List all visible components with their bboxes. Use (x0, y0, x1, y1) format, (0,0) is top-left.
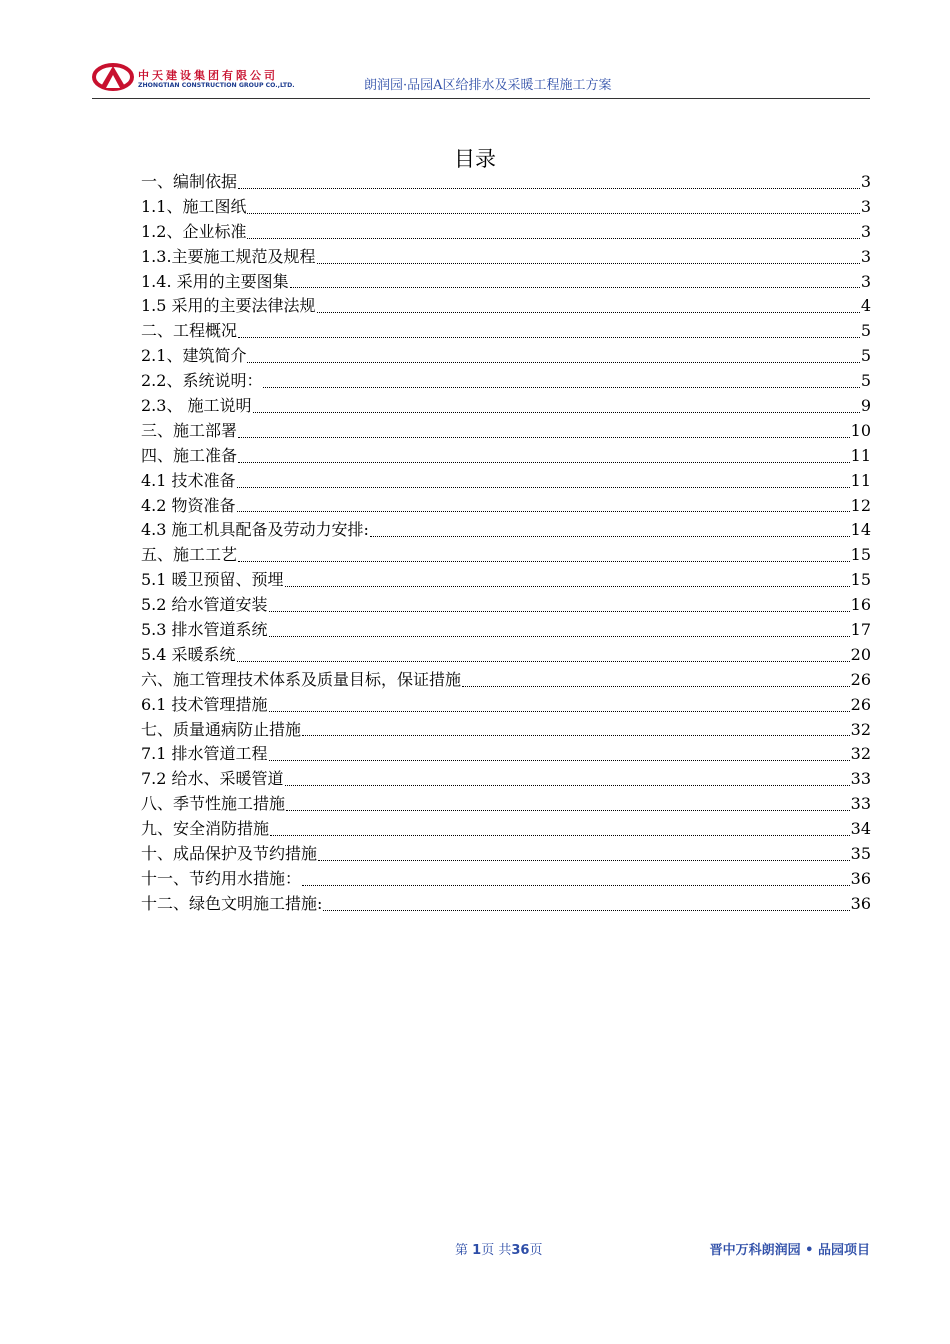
toc-dot-leader (237, 487, 850, 488)
footer-page-number (455, 1239, 542, 1258)
toc-dot-leader (238, 561, 850, 562)
toc-dot-leader (269, 636, 850, 637)
company-name-cn: 中天建设集团有限公司 (138, 69, 278, 82)
toc-dot-leader (247, 213, 859, 214)
toc-entry[interactable] (141, 394, 871, 419)
footer-project-name: 晋中万科朗润园 • 品园项目 (709, 1243, 870, 1258)
toc-entry-page: 35 (850, 844, 871, 864)
toc-entry-page: 33 (850, 794, 871, 814)
toc-entry-page: 26 (850, 694, 871, 714)
toc-entry[interactable] (141, 593, 871, 618)
toc-entry-page: 15 (850, 545, 871, 565)
toc-entry-label: 1.2、企业标准 (141, 221, 247, 241)
toc-entry-page: 11 (850, 470, 871, 490)
toc-entry[interactable] (141, 518, 871, 543)
toc-dot-leader (269, 611, 850, 612)
toc-entry[interactable] (141, 817, 871, 842)
toc-entry-label: 八、季节性施工措施 (141, 794, 286, 814)
page-total: 36 (511, 1243, 530, 1258)
toc-dot-leader (317, 312, 860, 313)
toc-entry-page: 36 (850, 868, 871, 888)
toc-entry[interactable] (141, 444, 871, 469)
toc-entry[interactable] (141, 494, 871, 519)
toc-entry-label: 7.1 排水管道工程 (141, 744, 268, 764)
toc-dot-leader (263, 387, 859, 388)
toc-entry-label: 一、编制依据 (141, 172, 238, 191)
toc-entry-page: 3 (860, 196, 871, 216)
toc-entry-label: 二、工程概况 (141, 321, 238, 341)
toc-entry[interactable] (141, 245, 871, 270)
toc-entry[interactable] (141, 369, 871, 394)
toc-entry[interactable] (141, 568, 871, 593)
page-header (92, 58, 870, 99)
toc-entry[interactable] (141, 270, 871, 295)
toc-entry[interactable] (141, 170, 871, 195)
page-mid: 页 共 (481, 1243, 512, 1258)
toc-entry-page: 12 (850, 495, 871, 515)
company-logo-icon (92, 62, 134, 92)
toc-entry-page: 3 (860, 221, 871, 241)
toc-dot-leader (323, 910, 849, 911)
toc-dot-leader (253, 412, 860, 413)
toc-entry-page: 9 (860, 396, 871, 416)
toc-entry-label: 2.1、建筑简介 (141, 346, 247, 366)
toc-entry-page: 32 (850, 719, 871, 739)
toc-entry[interactable] (141, 195, 871, 220)
toc-entry[interactable] (141, 643, 871, 668)
toc-entry-page: 32 (850, 744, 871, 764)
toc-entry[interactable] (141, 618, 871, 643)
toc-entry-label: 2.2、系统说明： (141, 371, 263, 391)
toc-entry[interactable] (141, 543, 871, 568)
toc-entry-label: 七、质量通病防止措施 (141, 719, 302, 739)
toc-entry-label: 5.2 给水管道安装 (141, 595, 268, 615)
toc-dot-leader (237, 661, 850, 662)
toc-dot-leader (238, 462, 850, 463)
toc-entry-label: 4.3 施工机具配备及劳动力安排: (141, 520, 369, 540)
toc-entry-label: 5.4 采暖系统 (141, 644, 236, 664)
toc-entry-page: 26 (850, 669, 871, 689)
toc-entry[interactable] (141, 294, 871, 319)
page-current: 1 (472, 1243, 482, 1258)
toc-dot-leader (247, 362, 859, 363)
toc-dot-leader (285, 785, 850, 786)
toc-entry-page: 16 (850, 595, 871, 615)
toc-entry-page: 20 (850, 644, 871, 664)
toc-entry-page: 14 (850, 520, 871, 540)
toc-entry-label: 6.1 技术管理措施 (141, 694, 268, 714)
toc-entry-page: 17 (850, 620, 871, 640)
toc-entry-label: 5.3 排水管道系统 (141, 620, 268, 640)
toc-entry-label: 5.1 暖卫预留、预埋 (141, 570, 284, 590)
toc-dot-leader (285, 586, 850, 587)
page-prefix: 第 (455, 1243, 469, 1258)
toc-entry-label: 2.3、 施工说明 (141, 396, 252, 416)
toc-dot-leader (238, 437, 850, 438)
toc-entry-label: 4.2 物资准备 (141, 495, 236, 515)
toc-entry[interactable] (141, 344, 871, 369)
toc-entry[interactable] (141, 792, 871, 817)
toc-entry-label: 1.3.主要施工规范及规程 (141, 246, 316, 266)
toc-dot-leader (238, 188, 860, 189)
toc-entry[interactable] (141, 842, 871, 867)
toc-entry-label: 十、成品保护及节约措施 (141, 844, 318, 864)
toc-entry-page: 33 (850, 769, 871, 789)
toc-dot-leader (290, 287, 860, 288)
toc-entry-page: 3 (860, 271, 871, 291)
company-name-en: ZHONGTIAN CONSTRUCTION GROUP CO.,LTD. (138, 82, 295, 89)
toc-entry-label: 五、施工工艺 (141, 545, 238, 565)
toc-entry[interactable] (141, 742, 871, 767)
toc-entry-page: 5 (860, 321, 871, 341)
toc-dot-leader (238, 337, 860, 338)
toc-dot-leader (269, 711, 850, 712)
toc-dot-leader (302, 735, 850, 736)
document-title: 朗润园·品园A区给排水及采暖工程施工方案 (364, 78, 612, 93)
toc-entry-label: 九、安全消防措施 (141, 819, 270, 839)
toc-entry-label: 四、施工准备 (141, 445, 238, 465)
toc-entry-label: 十一、节约用水措施： (141, 868, 302, 888)
toc-dot-leader (270, 835, 850, 836)
toc-entry[interactable] (141, 419, 871, 444)
toc-entry[interactable] (141, 718, 871, 743)
toc-entry-page: 36 (850, 893, 871, 913)
toc-dot-leader (247, 238, 859, 239)
toc-entry[interactable] (141, 892, 871, 917)
toc-entry-label: 7.2 给水、采暖管道 (141, 769, 284, 789)
toc-entry-label: 六、施工管理技术体系及质量目标，保证措施 (141, 669, 462, 689)
toc-entry[interactable] (141, 319, 871, 344)
toc-dot-leader (302, 885, 850, 886)
toc-entry-page: 3 (860, 246, 871, 266)
toc-entry[interactable] (141, 867, 871, 892)
toc-entry-label: 1.5 采用的主要法律法规 (141, 296, 316, 316)
toc-entry-page: 10 (850, 420, 871, 440)
toc-entry-page: 4 (860, 296, 871, 316)
toc-entry-page: 3 (860, 172, 871, 191)
toc-entry[interactable] (141, 693, 871, 718)
table-of-contents (141, 170, 871, 917)
page-suffix: 页 (529, 1243, 543, 1258)
toc-entry[interactable] (141, 469, 871, 494)
toc-dot-leader (286, 810, 850, 811)
toc-entry-page: 34 (850, 819, 871, 839)
toc-entry-page: 11 (850, 445, 871, 465)
toc-entry-label: 1.1、施工图纸 (141, 196, 247, 216)
toc-dot-leader (269, 760, 850, 761)
toc-dot-leader (462, 686, 850, 687)
toc-dot-leader (317, 263, 860, 264)
toc-entry-label: 1.4. 采用的主要图集 (141, 271, 289, 291)
toc-entry-label: 三、施工部署 (141, 420, 238, 440)
toc-entry[interactable] (141, 767, 871, 792)
toc-entry-label: 十二、绿色文明施工措施: (141, 893, 323, 913)
toc-entry[interactable] (141, 668, 871, 693)
toc-heading: 目录 (454, 147, 496, 171)
toc-dot-leader (237, 511, 850, 512)
toc-entry[interactable] (141, 220, 871, 245)
toc-entry-page: 15 (850, 570, 871, 590)
toc-entry-page: 5 (860, 371, 871, 391)
toc-dot-leader (370, 536, 850, 537)
toc-entry-page: 5 (860, 346, 871, 366)
toc-entry-label: 4.1 技术准备 (141, 470, 236, 490)
toc-dot-leader (318, 860, 850, 861)
